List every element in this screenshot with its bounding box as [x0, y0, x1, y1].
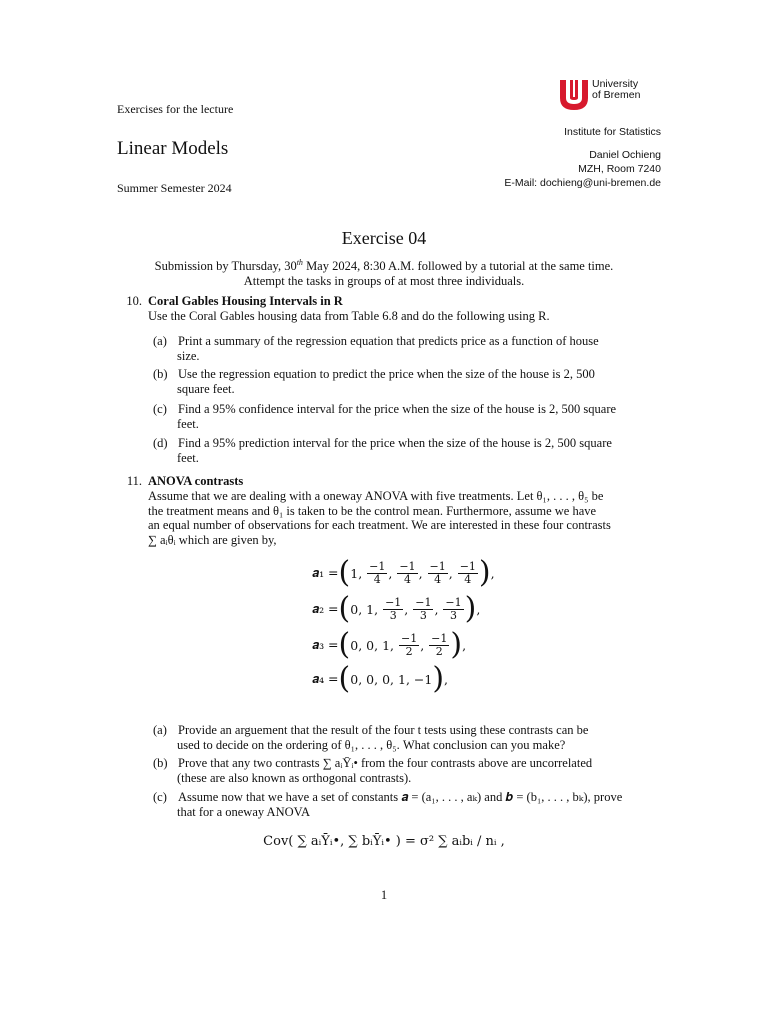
q10-item-b: (b) Use the regression equation to predict the price when the size of the house is 2, 500 square feet.: [153, 367, 595, 396]
exercise-title: Exercise 04: [341, 228, 427, 248]
q11-item-c: (c) Assume now that we have a set of constants 𝒂 = (a₁, . . . , aₖ) and 𝒃 = (b₁, . . . , bₖ), prove that for a oneway ANOVA: [153, 790, 623, 819]
q10-item-a: (a) Print a summary of the regression equation that predicts price as a function of house size.: [153, 334, 599, 363]
q10-title: Coral Gables Housing Intervals in R: [148, 294, 343, 308]
contact-name: Daniel Ochieng: [589, 149, 661, 161]
q10-number: 10.: [126, 294, 142, 308]
q11-number: 11.: [126, 474, 142, 488]
fraction-1-4: $\frac{-1}{4}$: [369, 559, 386, 586]
q10-intro: Use the Coral Gables housing data from Table 6.8 and do the following using R.: [148, 309, 550, 323]
q11-item-b: (b) Prove that any two contrasts ∑ aᵢȲᵢ• from the four contrasts above are uncorrelated (these are also known as orthogonal contrasts).: [153, 756, 593, 785]
university-name: University of Bremen: [592, 78, 641, 101]
institute-label: Institute for Statistics: [564, 126, 661, 138]
vector-a1: 𝒂₁ = ( 1 , $\frac{-1}{4}$ , $\frac{-1}{4}$ , $\frac{-1}{4}$ , $\frac{-1}{4}$ ) ,: [312, 555, 495, 590]
page-number: 1: [380, 888, 388, 902]
course-title: Linear Models: [117, 138, 229, 159]
q10-item-d: (d) Find a 95% prediction interval for the price when the size of the house is 2, 500 square feet.: [153, 436, 612, 465]
vector-a2: 𝒂₂ = ( 0 , 1 , $\frac{-1}{3}$ , $\frac{-1}{3}$ , $\frac{-1}{3}$ ) ,: [312, 591, 481, 626]
q11-intro: Assume that we are dealing with a oneway ANOVA with five treatments. Let θ₁, . . . , θ₅ be the treatment means and θ₁ is taken to be the control mean. Furthermore, assume we have an equal number of observations for each treatment. We are interested in these four contrasts ∑ aᵢθᵢ which are given by,: [148, 489, 611, 547]
university-logo-icon: [558, 78, 590, 112]
q11-item-a: (a) Provide an arguement that the result of the four t tests using these contrasts can be used to decide on the ordering of θ₁, . . . , θ₅. What conclusion can you make?: [153, 723, 589, 752]
submission-info: Submission by Thursday, 30th May 2024, 8:30 A.M. followed by a tutorial at the same time. Attempt the tasks in groups of at most three individuals.: [154, 258, 614, 289]
semester-label: Summer Semester 2024: [117, 181, 232, 195]
q10-item-c: (c) Find a 95% confidence interval for the price when the size of the house is 2, 500 square feet.: [153, 402, 617, 431]
vector-a3: 𝒂₃ = ( 0 , 0 , 1 , $\frac{-1}{2}$ , $\frac{-1}{2}$ ) ,: [312, 627, 467, 662]
q11-title: ANOVA contrasts: [148, 474, 244, 488]
vector-a4: 𝒂₄ = ( 0 , 0 , 0 , 1 , −1 ) ,: [312, 661, 449, 696]
contact-email: E-Mail: dochieng@uni-bremen.de: [504, 177, 661, 189]
covariance-formula: Cov( ∑ aᵢȲᵢ•, ∑ bᵢȲᵢ• ) = σ² ∑ aᵢbᵢ / nᵢ ,: [263, 834, 505, 849]
contact-block: [504, 148, 661, 190]
exercises-for-label: Exercises for the lecture: [117, 102, 234, 116]
contact-room: MZH, Room 7240: [578, 163, 661, 175]
